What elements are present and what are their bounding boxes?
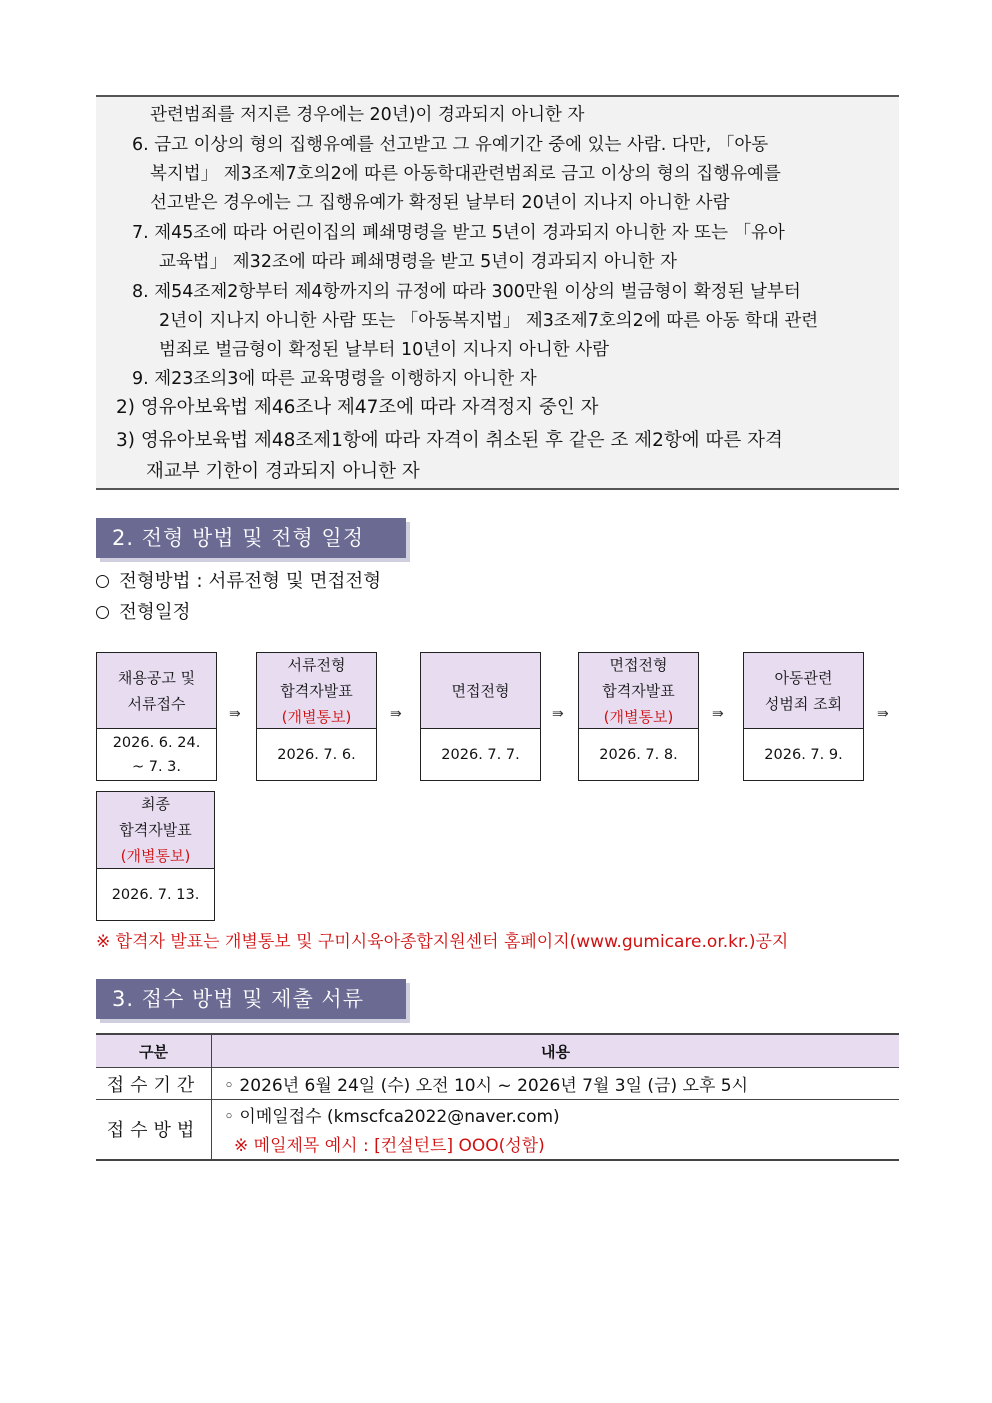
step-date: 2026. 7. 6. (277, 746, 356, 763)
row-value: ◦ 이메일접수 (kmscfca2022@naver.com) ※ 메일제목 예시 : [컨설턴트] OOO(성함) (212, 1100, 900, 1160)
arrow-right-icon: ⇛ (877, 706, 889, 722)
arrow-right-icon: ⇛ (390, 706, 402, 722)
eligibility-line: 재교부 기한이 경과되지 아니한 자 (146, 461, 420, 482)
step-document-result (256, 652, 377, 781)
eligibility-line: 2년이 지나지 아니한 사람 또는 「아동복지법」 제3조제7호의2에 따른 아동 학대 관련 (159, 311, 819, 331)
eligibility-line: 복지법」 제3조제7호의2에 따른 아동학대관련범죄로 금고 이상의 형의 집행유예를 (150, 164, 781, 184)
step-date: 2026. 7. 9. (764, 746, 843, 763)
table-row (96, 1100, 899, 1160)
eligibility-line: 3) 영유아보육법 제48조제1항에 따라 자격이 취소된 후 같은 조 제2항에 따른 자격 (116, 430, 783, 451)
circle-bullet-icon (96, 606, 109, 619)
row-label: 접수기간 (96, 1068, 212, 1100)
eligibility-line: 9. 제23조의3에 따른 교육명령을 이행하지 아니한 자 (132, 369, 537, 389)
circle-bullet-icon (96, 575, 109, 588)
table-row (96, 1068, 899, 1100)
arrow-right-icon: ⇛ (712, 706, 724, 722)
eligibility-box (96, 95, 899, 490)
eligibility-line: 범죄로 벌금형이 확정된 날부터 10년이 지나지 아니한 사람 (159, 340, 610, 360)
column-header: 내용 (212, 1034, 900, 1068)
schedule-label-line: 전형일정 (96, 598, 190, 624)
step-date: 2026. 7. 13. (111, 886, 200, 903)
section-2-header: 2. 전형 방법 및 전형 일정 (96, 518, 406, 558)
eligibility-line: 2) 영유아보육법 제46조나 제47조에 따라 자격정지 중인 자 (116, 397, 599, 418)
application-table (96, 1033, 899, 1161)
step-date: 2026. 7. 7. (441, 746, 520, 763)
method-line: 전형방법 : 서류전형 및 면접전형 (96, 567, 381, 593)
section-3-header: 3. 접수 방법 및 제출 서류 (96, 979, 406, 1019)
step-date: 2026. 7. 8. (599, 746, 678, 763)
row-label: 접수방법 (96, 1100, 212, 1160)
step-interview-result (578, 652, 699, 781)
step-head: 아동관련 성범죄 조회 (744, 653, 863, 729)
step-date: 2026. 6. 24. ~ 7. 3. (112, 734, 201, 775)
eligibility-line: 7. 제45조에 따라 어린이집의 폐쇄명령을 받고 5년이 경과되지 아니한 자 또는 「유아 (132, 223, 785, 243)
step-interview (420, 652, 541, 781)
eligibility-line: 교육법」 제32조에 따라 폐쇄명령을 받고 5년이 경과되지 아니한 자 (159, 252, 678, 272)
notice-text: ※ 합격자 발표는 개별통보 및 구미시육아종합지원센터 홈페이지(www.gumicare.or.kr.)공지 (96, 932, 789, 952)
step-head: 면접전형 합격자발표 (개별통보) (579, 653, 698, 729)
eligibility-line: 6. 금고 이상의 형의 집행유예를 선고받고 그 유예기간 중에 있는 사람. 다만, 「아동 (132, 135, 769, 155)
step-head: 면접전형 (421, 653, 540, 729)
step-head: 최종 합격자발표 (개별통보) (97, 792, 214, 869)
email-subject-note: ※ 메일제목 예시 : [컨설턴트] OOO(성함) (234, 1136, 545, 1157)
eligibility-line: 관련범죄를 저지른 경우에는 20년)이 경과되지 아니한 자 (150, 105, 585, 125)
row-value: ◦ 2026년 6월 24일 (수) 오전 10시 ~ 2026년 7월 3일 (금) 오후 5시 (212, 1068, 900, 1100)
arrow-right-icon: ⇛ (552, 706, 564, 722)
table-header-row (96, 1034, 899, 1068)
arrow-right-icon: ⇛ (229, 706, 241, 722)
step-head: 서류전형 합격자발표 (개별통보) (257, 653, 376, 729)
eligibility-line: 8. 제54조제2항부터 제4항까지의 규정에 따라 300만원 이상의 벌금형이 확정된 날부터 (132, 282, 801, 302)
column-header: 구분 (96, 1034, 212, 1068)
step-crime-check (743, 652, 864, 781)
step-application (96, 652, 217, 781)
step-final-result (96, 791, 215, 921)
step-head: 채용공고 및 서류접수 (97, 653, 216, 729)
eligibility-line: 선고받은 경우에는 그 집행유예가 확정된 날부터 20년이 지나지 아니한 사람 (150, 193, 730, 213)
